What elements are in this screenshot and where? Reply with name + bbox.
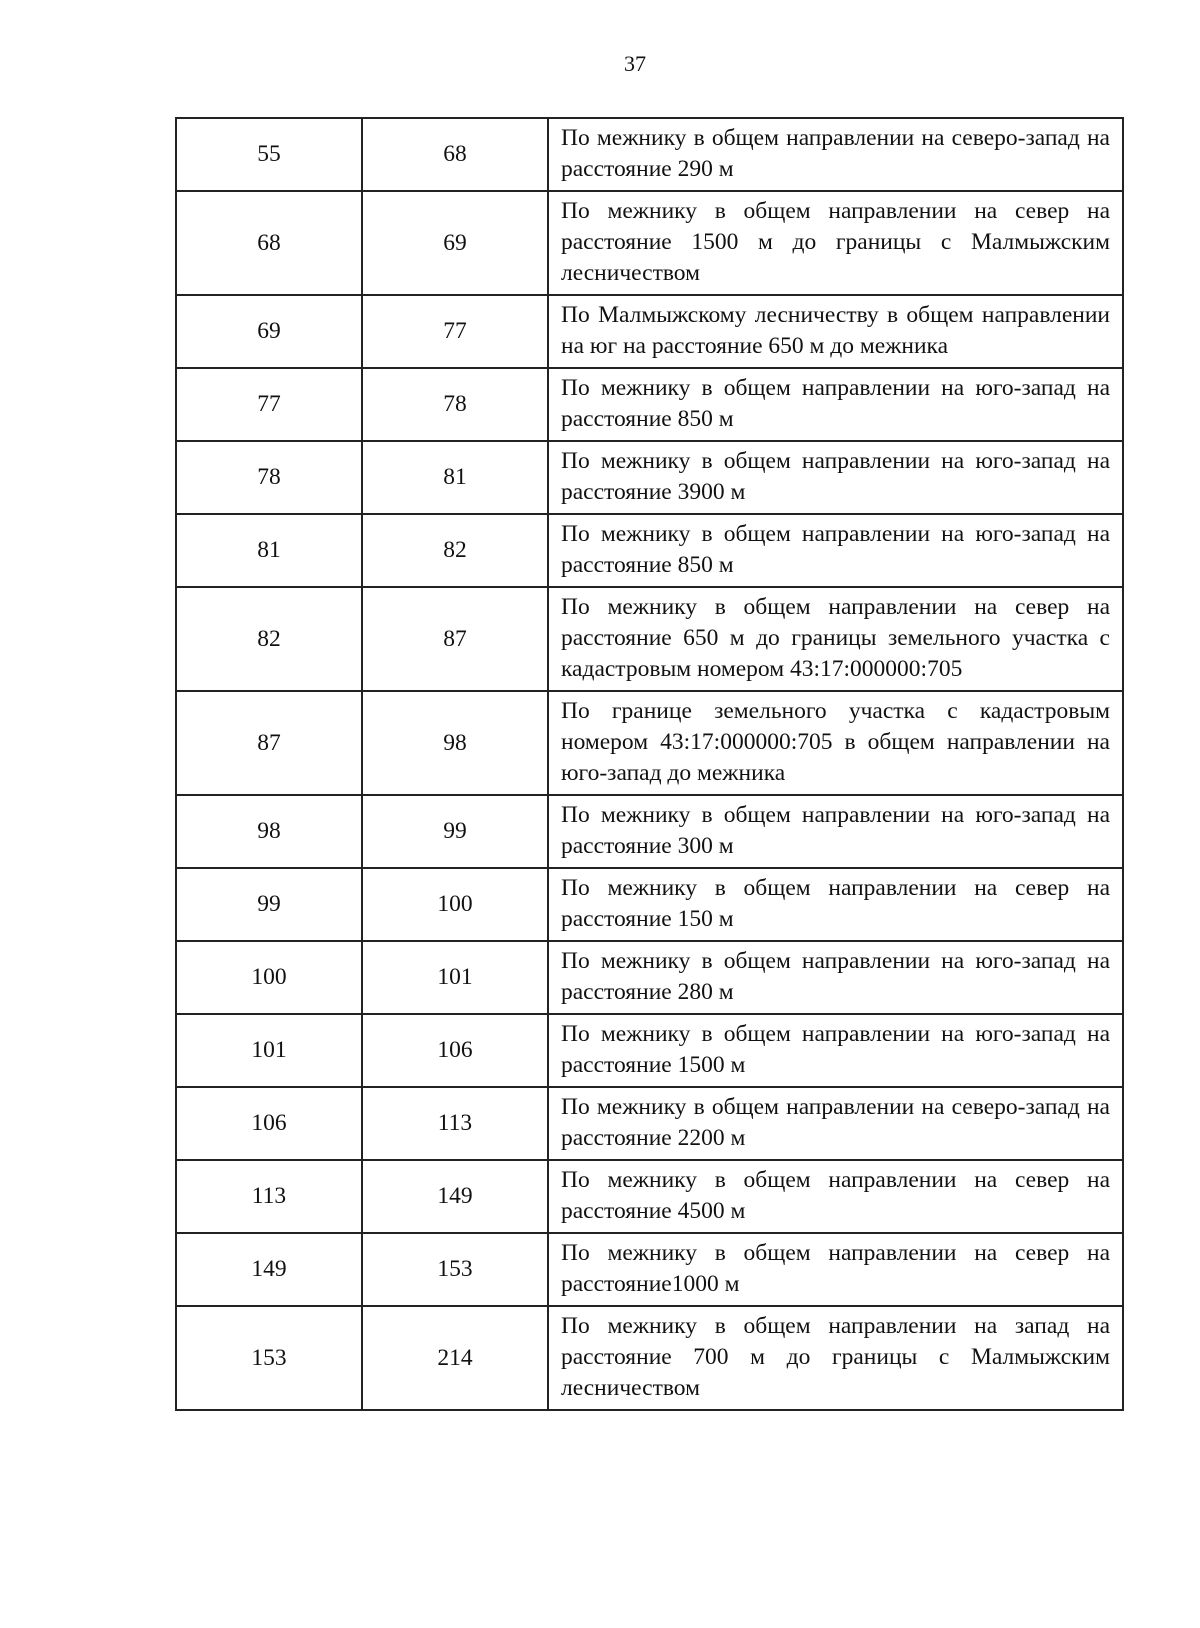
from-point-cell: 98 — [176, 795, 362, 868]
table-row — [176, 191, 1123, 295]
from-point-cell: 81 — [176, 514, 362, 587]
to-point-cell: 87 — [362, 587, 548, 691]
boundary-table-body — [176, 118, 1123, 1410]
to-point-cell: 98 — [362, 691, 548, 795]
description-cell: По межнику в общем направлении на северо-запад на расстояние 290 м — [548, 118, 1123, 191]
table-row — [176, 441, 1123, 514]
table-row — [176, 1014, 1123, 1087]
to-point-cell: 100 — [362, 868, 548, 941]
description-cell: По межнику в общем направлении на юго-запад на расстояние 300 м — [548, 795, 1123, 868]
to-point-cell: 214 — [362, 1306, 548, 1410]
to-point-cell: 153 — [362, 1233, 548, 1306]
description-cell: По межнику в общем направлении на запад на расстояние 700 м до границы с Малмыжским лесничеством — [548, 1306, 1123, 1410]
table-row — [176, 1087, 1123, 1160]
description-cell: По границе земельного участка с кадастровым номером 43:17:000000:705 в общем направлении на юго-запад до межника — [548, 691, 1123, 795]
from-point-cell: 149 — [176, 1233, 362, 1306]
from-point-cell: 87 — [176, 691, 362, 795]
page-number: 37 — [624, 51, 646, 76]
table-row — [176, 691, 1123, 795]
description-cell: По Малмыжскому лесничеству в общем направлении на юг на расстояние 650 м до межника — [548, 295, 1123, 368]
from-point-cell: 69 — [176, 295, 362, 368]
to-point-cell: 68 — [362, 118, 548, 191]
table-row — [176, 1306, 1123, 1410]
from-point-cell: 55 — [176, 118, 362, 191]
table-row — [176, 368, 1123, 441]
table-row — [176, 514, 1123, 587]
boundary-table — [175, 117, 1124, 1411]
from-point-cell: 100 — [176, 941, 362, 1014]
to-point-cell: 113 — [362, 1087, 548, 1160]
description-cell: По межнику в общем направлении на север на расстояние 150 м — [548, 868, 1123, 941]
description-cell: По межнику в общем направлении на север на расстояние 1500 м до границы с Малмыжским лесничеством — [548, 191, 1123, 295]
description-cell: По межнику в общем направлении на север на расстояние1000 м — [548, 1233, 1123, 1306]
to-point-cell: 99 — [362, 795, 548, 868]
from-point-cell: 99 — [176, 868, 362, 941]
description-cell: По межнику в общем направлении на юго-запад на расстояние 3900 м — [548, 441, 1123, 514]
to-point-cell: 82 — [362, 514, 548, 587]
from-point-cell: 77 — [176, 368, 362, 441]
to-point-cell: 149 — [362, 1160, 548, 1233]
to-point-cell: 77 — [362, 295, 548, 368]
to-point-cell: 81 — [362, 441, 548, 514]
description-cell: По межнику в общем направлении на юго-запад на расстояние 280 м — [548, 941, 1123, 1014]
table-row — [176, 295, 1123, 368]
to-point-cell: 69 — [362, 191, 548, 295]
from-point-cell: 153 — [176, 1306, 362, 1410]
from-point-cell: 82 — [176, 587, 362, 691]
from-point-cell: 78 — [176, 441, 362, 514]
from-point-cell: 68 — [176, 191, 362, 295]
table-row — [176, 795, 1123, 868]
description-cell: По межнику в общем направлении на юго-запад на расстояние 1500 м — [548, 1014, 1123, 1087]
from-point-cell: 113 — [176, 1160, 362, 1233]
description-cell: По межнику в общем направлении на север на расстояние 650 м до границы земельного участка с кадастровым номером 43:17:000000:705 — [548, 587, 1123, 691]
description-cell: По межнику в общем направлении на северо-запад на расстояние 2200 м — [548, 1087, 1123, 1160]
table-row — [176, 941, 1123, 1014]
description-cell: По межнику в общем направлении на юго-запад на расстояние 850 м — [548, 514, 1123, 587]
table-row — [176, 1160, 1123, 1233]
table-row — [176, 587, 1123, 691]
from-point-cell: 106 — [176, 1087, 362, 1160]
description-cell: По межнику в общем направлении на север на расстояние 4500 м — [548, 1160, 1123, 1233]
to-point-cell: 101 — [362, 941, 548, 1014]
table-row — [176, 118, 1123, 191]
from-point-cell: 101 — [176, 1014, 362, 1087]
to-point-cell: 78 — [362, 368, 548, 441]
table-row — [176, 868, 1123, 941]
description-cell: По межнику в общем направлении на юго-запад на расстояние 850 м — [548, 368, 1123, 441]
to-point-cell: 106 — [362, 1014, 548, 1087]
table-row — [176, 1233, 1123, 1306]
